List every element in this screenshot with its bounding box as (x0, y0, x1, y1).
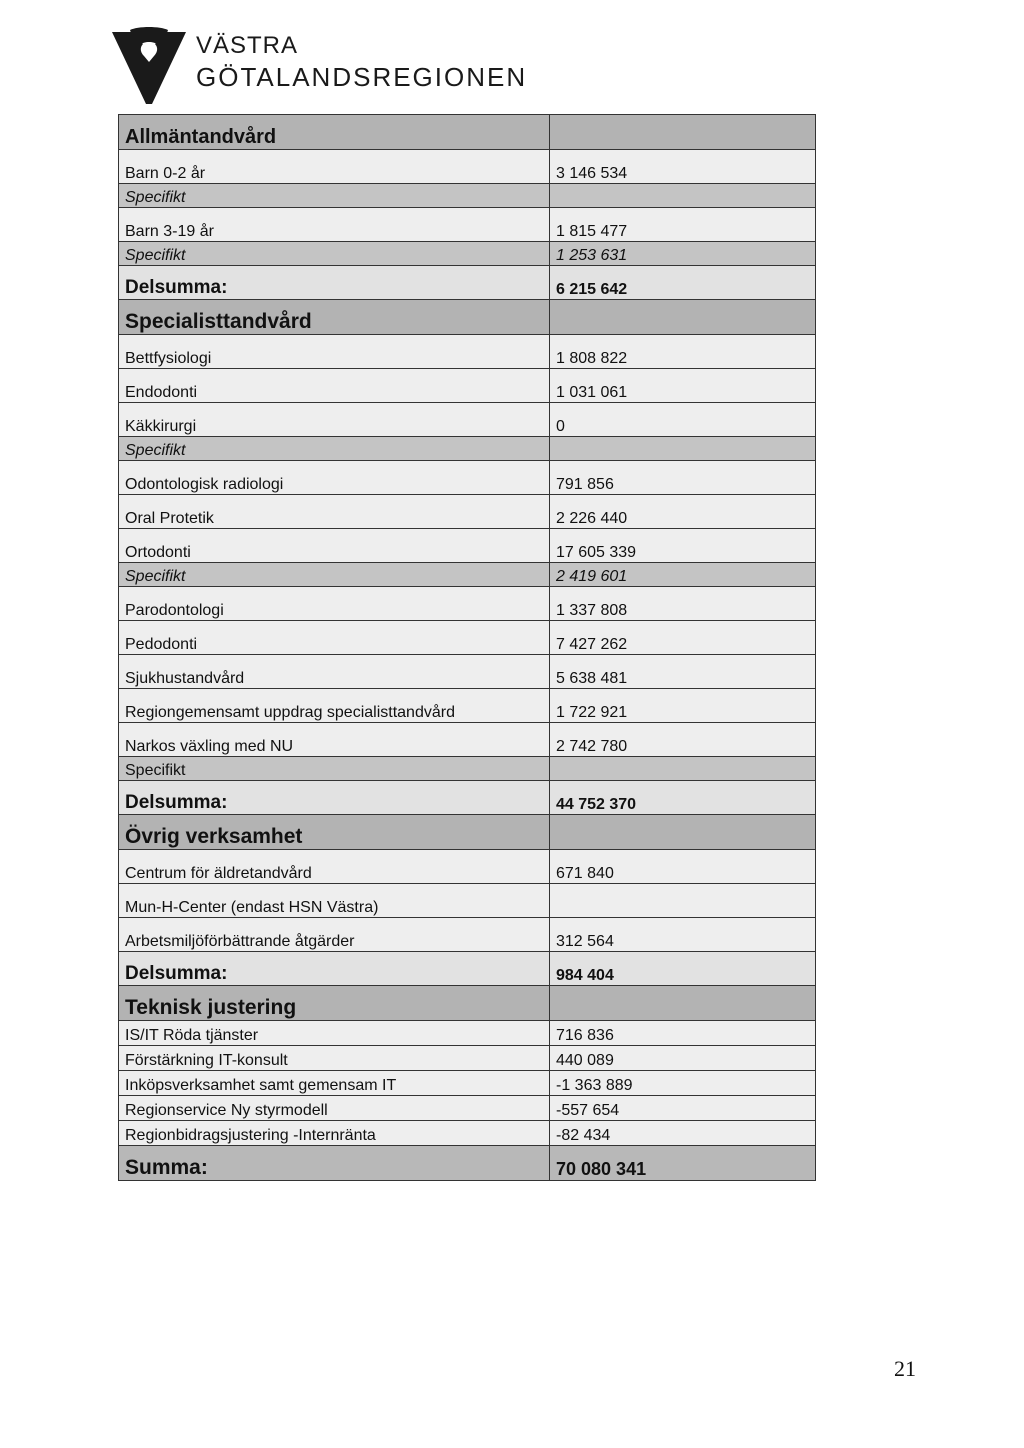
table-row (119, 587, 816, 621)
row-value: 716 836 (550, 1021, 816, 1046)
table-row (119, 655, 816, 689)
row-value: 17 605 339 (550, 529, 816, 563)
subtotal-value: 44 752 370 (550, 781, 816, 815)
row-value: 3 146 534 (550, 150, 816, 184)
section-header-teknisk-justering (119, 986, 816, 1021)
row-value: 1 722 921 (550, 689, 816, 723)
row-value: -82 434 (550, 1121, 816, 1146)
row-label: IS/IT Röda tjänster (119, 1021, 550, 1046)
specifikt-row (119, 757, 816, 781)
row-value (550, 437, 816, 461)
row-value: 0 (550, 403, 816, 437)
organization-name-line2: GÖTALANDSREGIONEN (196, 62, 528, 92)
row-label: Pedodonti (119, 621, 550, 655)
table-row (119, 621, 816, 655)
row-value: 1 253 631 (550, 242, 816, 266)
row-label: Specifikt (119, 757, 550, 781)
specifikt-row (119, 184, 816, 208)
row-label: Förstärkning IT-konsult (119, 1046, 550, 1071)
row-label: Centrum för äldretandvård (119, 850, 550, 884)
specifikt-row (119, 563, 816, 587)
table-row (119, 1096, 816, 1121)
organization-logo (108, 26, 528, 106)
section-header-specialisttandvard (119, 300, 816, 335)
row-label: Narkos växling med NU (119, 723, 550, 757)
table-row (119, 850, 816, 884)
row-value (550, 884, 816, 918)
table-row (119, 403, 816, 437)
row-label: Specifikt (119, 242, 550, 266)
row-value: 2 419 601 (550, 563, 816, 587)
section-title: Specialisttandvård (119, 300, 550, 335)
row-label: Regionbidragsjustering -Internränta (119, 1121, 550, 1146)
row-label: Inköpsverksamhet samt gemensam IT (119, 1071, 550, 1096)
table-row (119, 461, 816, 495)
vgr-logo-icon (108, 26, 190, 106)
row-value: 7 427 262 (550, 621, 816, 655)
row-label: Mun-H-Center (endast HSN Västra) (119, 884, 550, 918)
section-value (550, 986, 816, 1021)
row-label: Specifikt (119, 184, 550, 208)
row-value: 671 840 (550, 850, 816, 884)
table-row (119, 1071, 816, 1096)
table-row (119, 150, 816, 184)
section-title: Övrig verksamhet (119, 815, 550, 850)
row-label: Odontologisk radiologi (119, 461, 550, 495)
section-header-ovrig-verksamhet (119, 815, 816, 850)
row-value: 2 226 440 (550, 495, 816, 529)
section-value (550, 115, 816, 150)
row-value: 791 856 (550, 461, 816, 495)
table-row (119, 529, 816, 563)
section-value (550, 300, 816, 335)
section-title: Allmäntandvård (119, 115, 550, 150)
row-label: Arbetsmiljöförbättrande åtgärder (119, 918, 550, 952)
row-label: Oral Protetik (119, 495, 550, 529)
row-value: 1 815 477 (550, 208, 816, 242)
subtotal-label: Delsumma: (119, 266, 550, 300)
table-row (119, 1121, 816, 1146)
budget-table (118, 114, 816, 1181)
row-label: Käkkirurgi (119, 403, 550, 437)
subtotal-value: 6 215 642 (550, 266, 816, 300)
row-value: 312 564 (550, 918, 816, 952)
row-value (550, 184, 816, 208)
subtotal-label: Delsumma: (119, 781, 550, 815)
table-row (119, 1021, 816, 1046)
row-label: Specifikt (119, 437, 550, 461)
organization-name-line1: VÄSTRA (196, 32, 299, 59)
table-row (119, 689, 816, 723)
row-value: 440 089 (550, 1046, 816, 1071)
row-value: 1 808 822 (550, 335, 816, 369)
row-value: -557 654 (550, 1096, 816, 1121)
row-value: -1 363 889 (550, 1071, 816, 1096)
total-value: 70 080 341 (550, 1146, 816, 1181)
row-value: 2 742 780 (550, 723, 816, 757)
row-label: Endodonti (119, 369, 550, 403)
row-label: Sjukhustandvård (119, 655, 550, 689)
table-row (119, 884, 816, 918)
table-row (119, 918, 816, 952)
total-label: Summa: (119, 1146, 550, 1181)
section-title: Teknisk justering (119, 986, 550, 1021)
table-row (119, 1046, 816, 1071)
row-label: Regionservice Ny styrmodell (119, 1096, 550, 1121)
row-label: Parodontologi (119, 587, 550, 621)
table-row (119, 335, 816, 369)
subtotal-row (119, 952, 816, 986)
row-value: 1 031 061 (550, 369, 816, 403)
row-value: 1 337 808 (550, 587, 816, 621)
row-label: Ortodonti (119, 529, 550, 563)
table-row (119, 723, 816, 757)
grand-total-row (119, 1146, 816, 1181)
row-label: Regiongemensamt uppdrag specialisttandvård (119, 689, 550, 723)
row-label: Barn 0-2 år (119, 150, 550, 184)
row-value: 5 638 481 (550, 655, 816, 689)
row-label: Bettfysiologi (119, 335, 550, 369)
subtotal-row (119, 266, 816, 300)
subtotal-label: Delsumma: (119, 952, 550, 986)
table-row (119, 369, 816, 403)
row-label: Barn 3-19 år (119, 208, 550, 242)
page-number: 21 (894, 1356, 916, 1381)
specifikt-row (119, 242, 816, 266)
specifikt-row (119, 437, 816, 461)
row-value (550, 757, 816, 781)
subtotal-value: 984 404 (550, 952, 816, 986)
table-row (119, 208, 816, 242)
subtotal-row (119, 781, 816, 815)
section-header-allmantandvard (119, 115, 816, 150)
section-value (550, 815, 816, 850)
table-row (119, 495, 816, 529)
row-label: Specifikt (119, 563, 550, 587)
